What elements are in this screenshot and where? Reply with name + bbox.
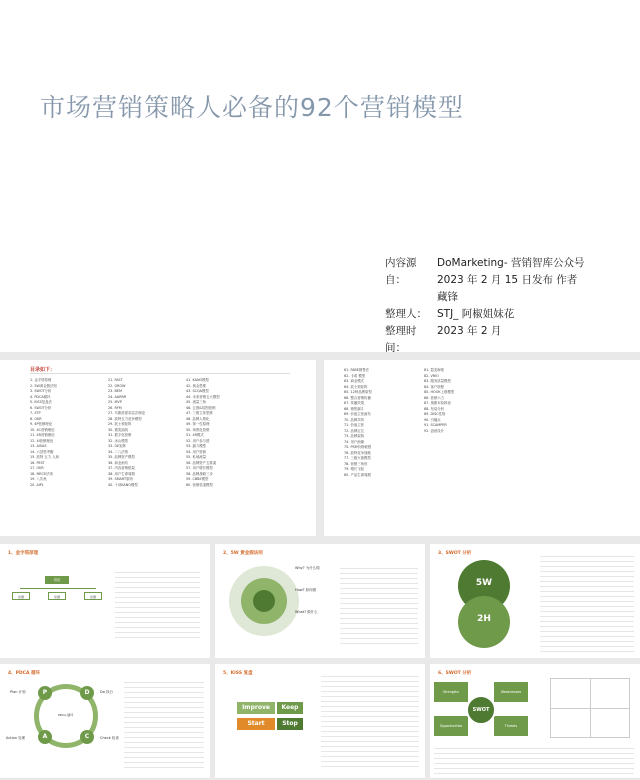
- toc-item: 61. FABE销售法: [344, 368, 370, 372]
- toc-item: 75. PSM价格敏感: [344, 445, 372, 449]
- toc-item: 33. GE矩阵: [108, 444, 127, 448]
- toc-item: 19. 八爪鱼: [30, 477, 47, 481]
- slide-golden-circle: [215, 544, 425, 658]
- what-label: What? 做什么: [295, 610, 318, 614]
- toc-heading: 目录如下：: [30, 367, 56, 373]
- text-block: [124, 678, 204, 768]
- toc-item: 73. 品牌架构: [344, 434, 365, 438]
- toc-item: 49. 第一性原理: [186, 422, 210, 426]
- toc-item: 46. 五感&氛围营销: [186, 405, 216, 410]
- toc-item: 34. 二八法则: [108, 449, 129, 454]
- improve-block: Improve: [237, 702, 275, 714]
- toc-column-5: [424, 368, 454, 434]
- toc-item: 41. KANO模型: [186, 378, 209, 382]
- root-node: 结论: [45, 576, 69, 584]
- action-label: Action 处理: [6, 736, 26, 740]
- toc-item: 9. 4P营销理论: [30, 422, 53, 426]
- toc-item: 51. 4R模式: [186, 433, 204, 437]
- toc-item: 6. SWOT分析: [30, 405, 52, 410]
- toc-item: 24. AARRR: [108, 394, 127, 399]
- slide-title: 2、5W 黄金圆法则: [223, 551, 263, 556]
- slide-swot: [430, 664, 640, 778]
- toc-item: 57. 用户增长模型: [186, 466, 213, 470]
- toc-item: 62. 卡诺 模型: [344, 373, 366, 378]
- toc-item: 78. 营销三角形: [344, 461, 368, 466]
- text-block: [115, 568, 200, 638]
- slide-title: 1、金字塔原理: [8, 551, 39, 556]
- toc-item: 10. 4C营销理论: [30, 427, 55, 432]
- plan-label: Plan 计划: [10, 690, 26, 694]
- toc-item: 79. 增长飞轮: [344, 467, 365, 471]
- toc-column-2: [108, 378, 145, 488]
- source-label: 内容源自：: [385, 257, 417, 286]
- toc-item: 85. HOOK上瘾模型: [424, 390, 455, 394]
- toc-item: 91. SCAMPER: [424, 423, 447, 427]
- toc-item: 69. 价值主张画布: [344, 412, 371, 416]
- how-label: How? 如何做: [295, 588, 317, 592]
- page-title: 市场营销策略人必备的92个营销模型: [40, 93, 464, 122]
- toc-item: 56. 品牌资产五要素: [186, 460, 217, 465]
- toc-slide-2: [324, 360, 640, 536]
- toc-item: 66. 整合营销传播: [344, 395, 371, 400]
- toc-item: 58. 品牌战略三步: [186, 471, 213, 476]
- toc-item: 81. 裂变海报: [424, 368, 445, 372]
- toc-item: 68. 销售漏斗: [344, 406, 365, 411]
- slide-5w2h: [430, 544, 640, 658]
- toc-item: 40. 十项KANO模型: [108, 482, 138, 487]
- center-label: PDCA 循环: [58, 713, 74, 717]
- toc-item: 60. 营销渠道模型: [186, 482, 213, 487]
- toc-item: 42. 黄金思维: [186, 383, 207, 388]
- toc-item: 70. 品牌共鸣: [344, 417, 365, 422]
- toc-item: 80. 产品生命周期: [344, 472, 371, 477]
- child-node: 论据: [12, 592, 30, 600]
- slide-pyramid: [0, 544, 210, 658]
- toc-item: 37. 内容营销框架: [108, 466, 135, 470]
- toc-item: 4. PDCA循环: [30, 394, 51, 399]
- toc-item: 44. 未来营销五大模型: [186, 394, 220, 399]
- toc-item: 82. VRIO: [424, 373, 439, 378]
- toc-item: 76. 波特竞争战略: [344, 450, 371, 455]
- toc-item: 16. PEST: [30, 460, 45, 465]
- toc-item: 88. 布局分析: [424, 406, 445, 411]
- toc-item: 48. 品牌人格化: [186, 416, 210, 421]
- toc-item: 28. 波特五力竞争模型: [108, 416, 142, 421]
- keep-block: Keep: [277, 702, 303, 714]
- toc-item: 11. 4R营销理论: [30, 433, 55, 437]
- toc-column-4: [344, 368, 372, 478]
- toc-item: 21. FAST: [108, 378, 123, 382]
- toc-item: 12. 4I营销理论: [30, 438, 54, 443]
- why-label: Why? 为什么做: [295, 566, 320, 570]
- toc-item: 53. 漏斗模型: [186, 444, 207, 448]
- toc-item: 59. CBBE模型: [186, 477, 209, 481]
- toc-item: 55. 私域流量: [186, 455, 207, 459]
- toc-item: 77. 三级火箭模型: [344, 456, 371, 460]
- toc-item: 87. 奥斯本检核表: [424, 401, 451, 405]
- a-badge: A: [38, 730, 52, 744]
- toc-item: 18. MECE法则: [30, 471, 53, 476]
- c-badge: C: [80, 730, 94, 744]
- toc-item: 86. 营销六力: [424, 395, 445, 400]
- toc-item: 52. 用户参与感: [186, 438, 210, 443]
- time-label: 整理时间：: [385, 325, 417, 352]
- toc-item: 43. SCQA模型: [186, 389, 209, 393]
- toc-item: 67. 传播效果: [344, 401, 365, 405]
- toc-column-1: [30, 378, 59, 488]
- toc-item: 45. 流量三角: [186, 400, 207, 404]
- inner-circle: [253, 590, 275, 612]
- do-label: Do 执行: [100, 690, 113, 694]
- toc-column-3: [186, 378, 220, 488]
- editor-label: 整理人：: [385, 308, 427, 320]
- matrix-axis: [550, 708, 630, 709]
- 2h-circle: [458, 596, 510, 648]
- slide-title: 3、SWOT 分析: [438, 551, 472, 556]
- cover-slide: [0, 0, 640, 352]
- toc-item: 14. 六顶思考帽: [30, 449, 54, 454]
- text-block: [321, 672, 419, 768]
- 2h-label: 2H: [477, 614, 491, 624]
- child-node: 论据: [84, 592, 102, 600]
- text-block: [340, 564, 418, 644]
- toc-item: 84. 客户旅程: [424, 384, 445, 389]
- toc-item: 89. DISC性格: [424, 412, 446, 416]
- toc-item: 15. 波特 五力 人和: [30, 455, 59, 459]
- toc-item: 90. 引爆点: [424, 417, 441, 422]
- start-block: Start: [237, 718, 275, 730]
- opportunities-box: Opportunities: [434, 716, 468, 736]
- p-badge: P: [38, 686, 52, 700]
- slide-title: 5、KISS 复盘: [223, 671, 253, 676]
- toc-item: 63. 商业模式: [344, 379, 365, 383]
- toc-item: 5. KISS复盘法: [30, 400, 53, 404]
- connector: [20, 588, 96, 589]
- check-label: Check 检查: [100, 736, 119, 740]
- editor-value: STJ_ 阿椒姐妹花: [437, 308, 515, 320]
- slide-kiss: [215, 664, 425, 778]
- toc-item: 13. AISAS: [30, 444, 47, 448]
- 5w-label: 5W: [475, 578, 493, 588]
- toc-item: 1. 金字塔原理: [30, 378, 52, 382]
- toc-item: 17. OKR: [30, 466, 44, 470]
- toc-item: 92. 创意设计: [424, 428, 445, 433]
- toc-item: 64. 波士顿矩阵: [344, 384, 368, 389]
- source-value: DoMarketing- 营销智库公众号 2023 年 2 月 15 日发布 作者藏锋: [437, 257, 585, 303]
- toc-item: 54. 用户资源: [186, 449, 207, 454]
- slide-title: 6、SWOT 分析: [438, 671, 472, 676]
- time-value: 2023 年 2 月: [437, 325, 502, 337]
- toc-item: 36. 商业画布: [108, 460, 129, 465]
- toc-slide-1: [0, 360, 316, 536]
- toc-item: 20. AIPL: [30, 482, 44, 487]
- toc-item: 23. BEM: [108, 389, 122, 393]
- source-info: [385, 255, 587, 352]
- text-block: [434, 744, 634, 774]
- weaknesses-box: Weaknesses: [494, 682, 528, 702]
- toc-item: 71. 价值主张: [344, 423, 365, 427]
- toc-item: 47. 三维立体思维: [186, 411, 213, 415]
- toc-item: 31. 数字化营销: [108, 433, 132, 437]
- divider: [30, 373, 290, 374]
- threats-box: Threats: [494, 716, 528, 736]
- toc-item: 29. 波士顿矩阵: [108, 422, 132, 426]
- toc-item: 2. 5W黄金圆法则: [30, 383, 57, 388]
- toc-item: 8. OKR: [30, 416, 42, 421]
- toc-item: 7. STP: [30, 411, 41, 415]
- swot-center: SWOT: [466, 695, 496, 725]
- toc-item: 30. 微笑曲线: [108, 427, 129, 432]
- child-node: 论据: [48, 592, 66, 600]
- text-block: [540, 552, 634, 652]
- toc-item: 22. GROW: [108, 383, 126, 388]
- toc-item: 38. 用户生命周期: [108, 471, 135, 476]
- toc-item: 72. 品牌定位: [344, 428, 365, 433]
- toc-item: 65. 12种品牌原型: [344, 390, 372, 394]
- toc-item: 74. 用户画像: [344, 439, 365, 444]
- toc-item: 32. 冰山模型: [108, 438, 129, 443]
- strengths-box: Strengths: [434, 682, 468, 702]
- toc-item: 39. SMART原则: [108, 477, 133, 481]
- toc-item: 83. 服务质量模型: [424, 379, 451, 383]
- d-badge: D: [80, 686, 94, 700]
- slide-pdca: [0, 664, 210, 778]
- toc-item: 50. 场景化营销: [186, 427, 210, 432]
- stop-block: Stop: [277, 718, 303, 730]
- toc-item: 35. 品牌资产模型: [108, 455, 135, 459]
- toc-item: 26. RFM: [108, 405, 122, 410]
- toc-item: 27. 马斯洛需求层次理论: [108, 411, 145, 415]
- toc-item: 3. SWOT分析: [30, 389, 52, 393]
- slide-title: 4、PDCA 循环: [8, 671, 41, 676]
- toc-item: 25. MVP: [108, 400, 122, 404]
